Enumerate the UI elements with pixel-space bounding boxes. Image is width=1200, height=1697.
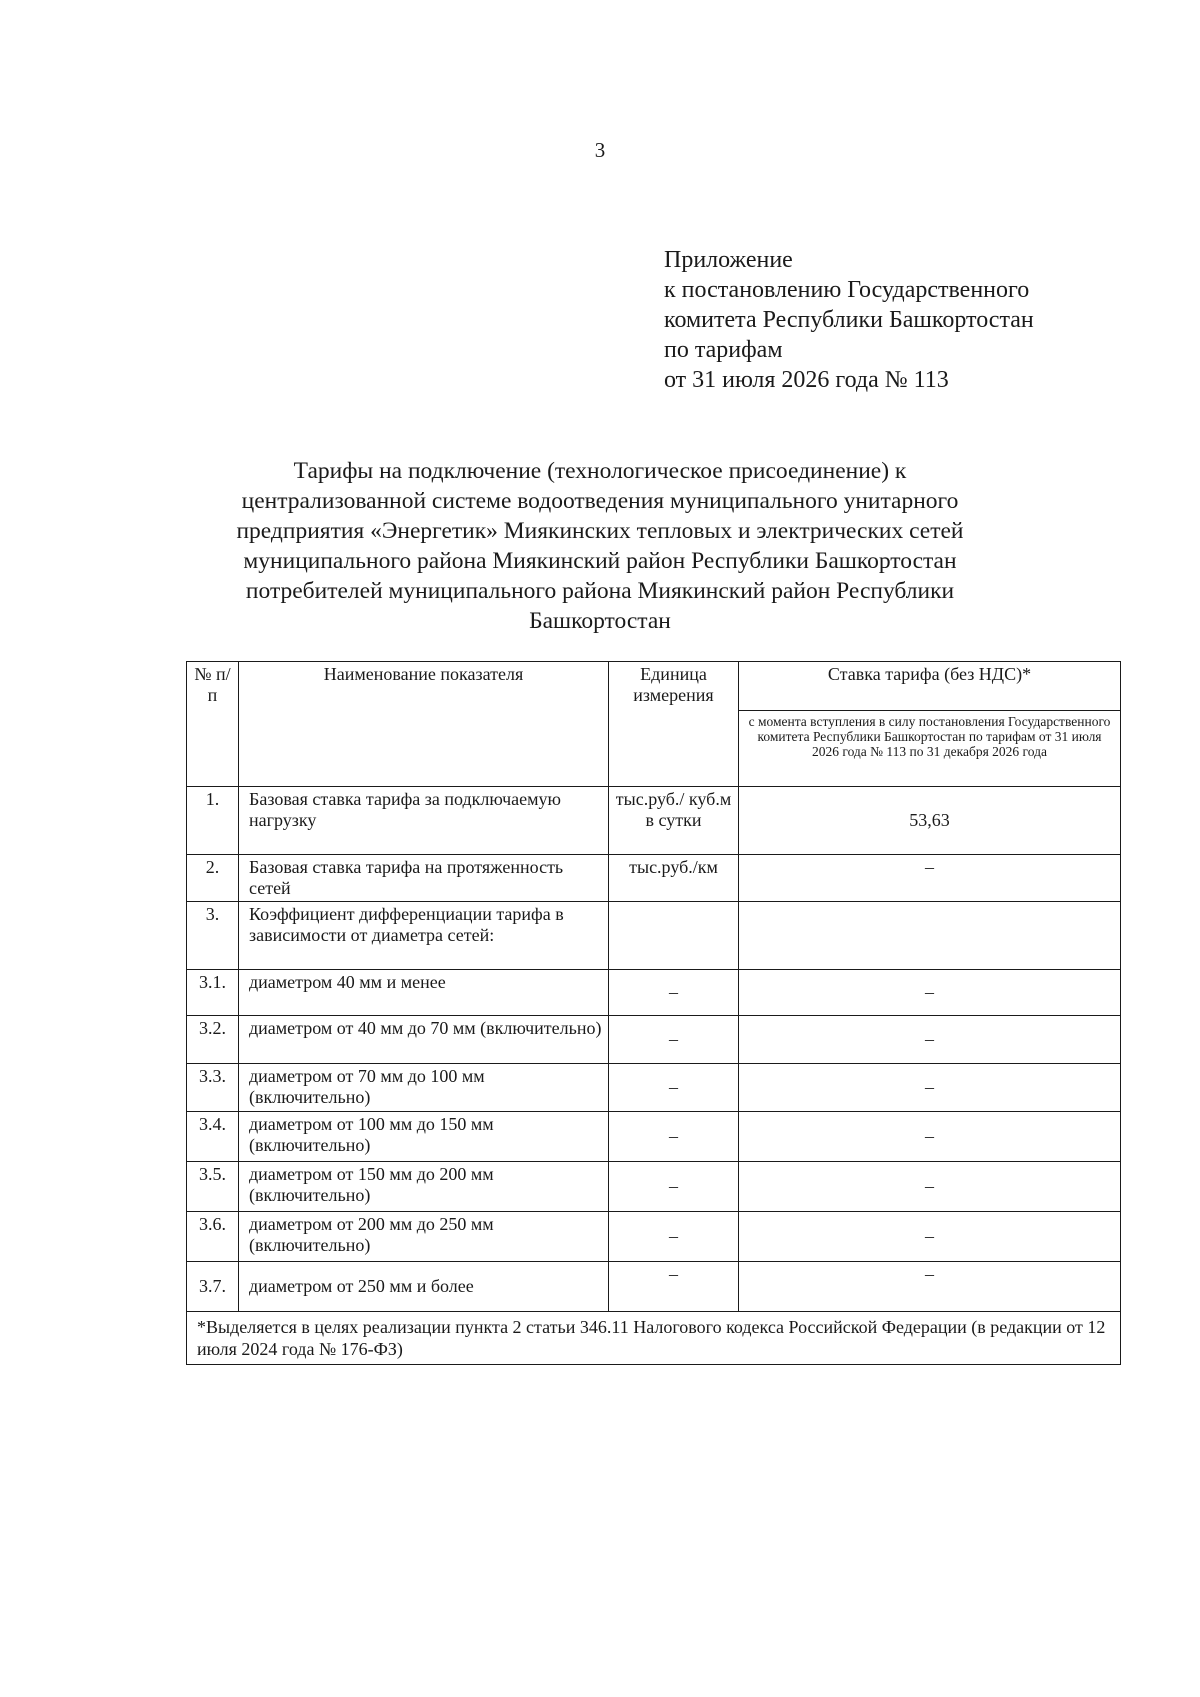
footnote: *Выделяется в целях реализации пункта 2 статьи 346.11 Налогового кодекса Российской Федерации (в редакции от 12 июля 2024 года № 176-ФЗ) xyxy=(187,1312,1121,1365)
title-line: Башкортостан xyxy=(529,608,671,634)
document-title xyxy=(150,456,1050,636)
row-num: 3. xyxy=(187,902,239,970)
table-header-row xyxy=(187,662,1121,711)
row-name: диаметром от 250 мм и более xyxy=(239,1262,609,1312)
header-num: № п/п xyxy=(187,662,239,787)
table-row xyxy=(187,1112,1121,1162)
header-unit: Единица измерения xyxy=(609,662,739,787)
row-name: диаметром от 40 мм до 70 мм (включительно) xyxy=(239,1016,609,1064)
header-rate-period: с момента вступления в силу постановления Государственного комитета Республики Башкортостан по тарифам от 31 июля 2026 года № 113 по 31 декабря 2026 года xyxy=(739,711,1121,787)
row-unit xyxy=(609,902,739,970)
row-unit: – xyxy=(609,970,739,1016)
row-num: 2. xyxy=(187,855,239,902)
row-num: 3.1. xyxy=(187,970,239,1016)
table-row xyxy=(187,787,1121,855)
row-unit: тыс.руб./ куб.м в сутки xyxy=(609,787,739,855)
table-row xyxy=(187,970,1121,1016)
row-rate: – xyxy=(739,855,1121,902)
table-row xyxy=(187,1212,1121,1262)
tariff-table xyxy=(186,661,1121,1365)
appendix-line: по тарифам xyxy=(664,337,783,363)
footnote-row xyxy=(187,1312,1121,1365)
row-rate xyxy=(739,902,1121,970)
row-unit: – xyxy=(609,1064,739,1112)
row-name: Базовая ставка тарифа на протяженность сетей xyxy=(239,855,609,902)
row-name: Базовая ставка тарифа за подключаемую нагрузку xyxy=(239,787,609,855)
row-name: диаметром 40 мм и менее xyxy=(239,970,609,1016)
row-rate: – xyxy=(739,1162,1121,1212)
row-name: диаметром от 200 мм до 250 мм (включительно) xyxy=(239,1212,609,1262)
row-rate: – xyxy=(739,1112,1121,1162)
row-rate: 53,63 xyxy=(739,787,1121,855)
row-rate: – xyxy=(739,970,1121,1016)
appendix-line: к постановлению Государственного xyxy=(664,277,1030,303)
row-unit: тыс.руб./км xyxy=(609,855,739,902)
row-rate: – xyxy=(739,1016,1121,1064)
row-unit: – xyxy=(609,1112,739,1162)
page-number: 3 xyxy=(594,138,606,162)
row-num: 3.3. xyxy=(187,1064,239,1112)
row-rate: – xyxy=(739,1064,1121,1112)
table-row xyxy=(187,1016,1121,1064)
title-line: муниципального района Миякинский район Республики Башкортостан xyxy=(243,548,957,574)
title-line: централизованной системе водоотведения муниципального унитарного xyxy=(241,488,959,514)
appendix-line: от 31 июля 2026 года № 113 xyxy=(664,367,949,393)
appendix-block xyxy=(664,245,1034,395)
row-num: 3.4. xyxy=(187,1112,239,1162)
table-row xyxy=(187,902,1121,970)
row-name: диаметром от 100 мм до 150 мм (включительно) xyxy=(239,1112,609,1162)
row-name: диаметром от 70 мм до 100 мм (включительно) xyxy=(239,1064,609,1112)
table-row xyxy=(187,1162,1121,1212)
appendix-line: Приложение xyxy=(664,247,793,273)
table-row xyxy=(187,1064,1121,1112)
title-line: Тарифы на подключение (технологическое присоединение) к xyxy=(293,458,907,484)
row-unit: – xyxy=(609,1212,739,1262)
table-row xyxy=(187,1262,1121,1312)
row-rate: – xyxy=(739,1262,1121,1312)
row-name: Коэффициент дифференциации тарифа в зависимости от диаметра сетей: xyxy=(239,902,609,970)
row-num: 3.2. xyxy=(187,1016,239,1064)
appendix-line: комитета Республики Башкортостан xyxy=(664,307,1034,333)
title-line: предприятия «Энергетик» Миякинских тепловых и электрических сетей xyxy=(236,518,964,544)
header-name: Наименование показателя xyxy=(239,662,609,787)
row-rate: – xyxy=(739,1212,1121,1262)
row-num: 3.6. xyxy=(187,1212,239,1262)
row-num: 3.7. xyxy=(187,1262,239,1312)
row-num: 1. xyxy=(187,787,239,855)
row-name: диаметром от 150 мм до 200 мм (включительно) xyxy=(239,1162,609,1212)
row-num: 3.5. xyxy=(187,1162,239,1212)
table-row xyxy=(187,855,1121,902)
row-unit: – xyxy=(609,1262,739,1312)
row-unit: – xyxy=(609,1016,739,1064)
row-unit: – xyxy=(609,1162,739,1212)
header-rate: Ставка тарифа (без НДС)* xyxy=(739,662,1121,711)
title-line: потребителей муниципального района Миякинский район Республики xyxy=(245,578,955,604)
